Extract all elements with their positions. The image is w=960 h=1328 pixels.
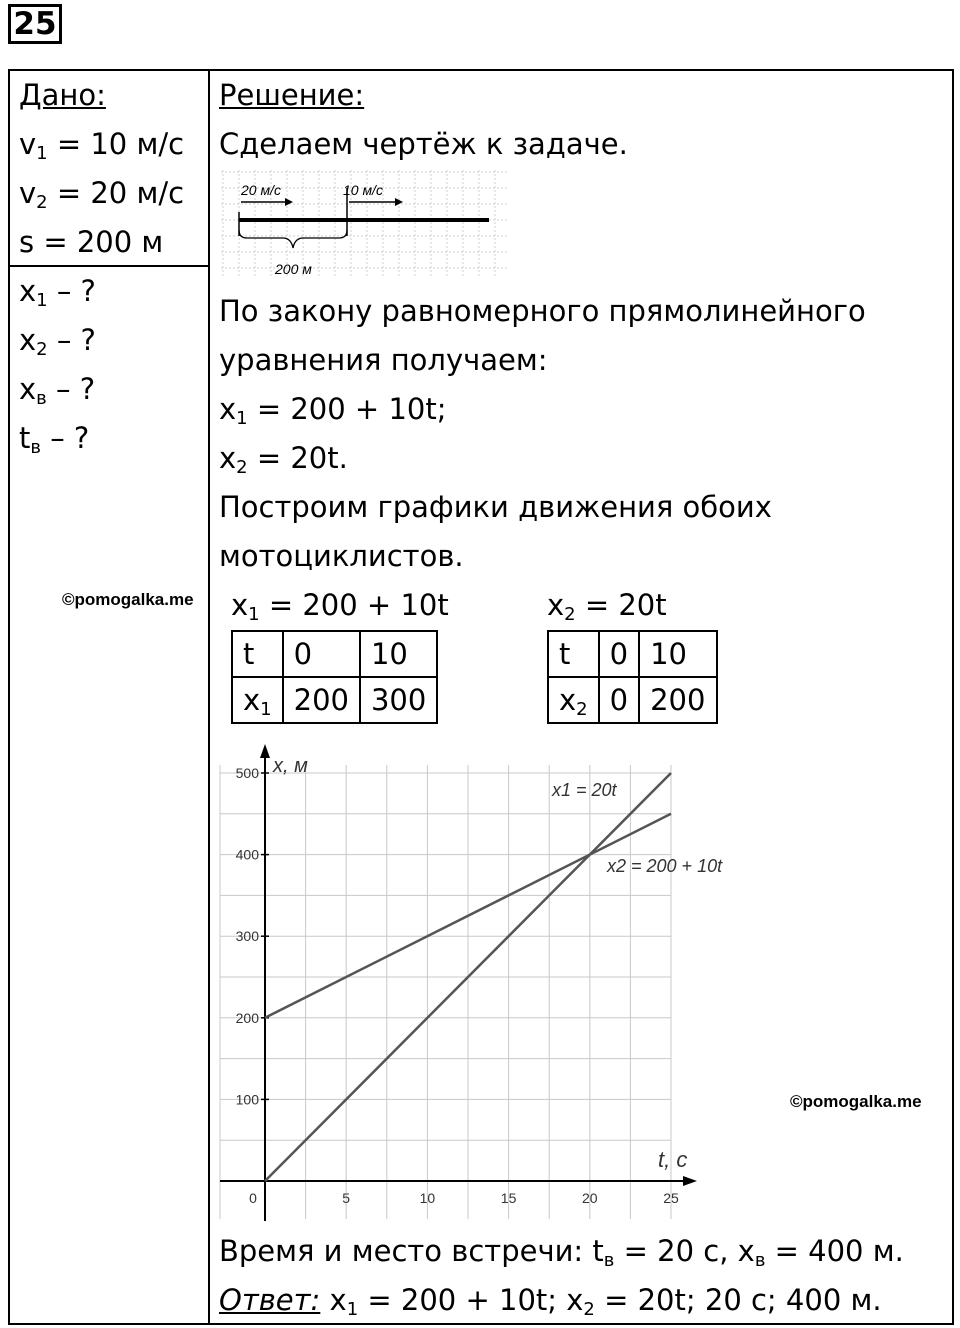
y-tick-label: 400 [235, 846, 259, 863]
watermark-left: ©pomogalka.me [62, 590, 194, 609]
table-cell: 10 [639, 631, 717, 677]
table-cell: 10 [360, 631, 437, 677]
solution-line-2: По закону равномерного прямолинейного [219, 294, 866, 328]
sketch-distance: 200 м [275, 261, 312, 277]
given-divider [8, 265, 210, 267]
table-row [548, 677, 717, 723]
y-axis-label: x, м [273, 755, 308, 777]
motion-sketch [219, 166, 511, 278]
table-cell: 0 [283, 631, 360, 677]
table-row [548, 631, 717, 677]
answer-label: Ответ: [219, 1283, 321, 1317]
table-cell: 0 [599, 677, 639, 723]
given-title: Дано: [19, 78, 106, 112]
find-x1: $x_1$ – ? [19, 274, 96, 311]
given-s: s = 200 м [19, 225, 164, 259]
table-cell: t [548, 631, 599, 677]
problem-number: 25 [8, 4, 62, 44]
y-tick-label: 500 [235, 765, 259, 781]
solution-title: Решение: [219, 78, 365, 112]
find-xv: $x_в$ – ? [19, 372, 96, 409]
x-tick-label: 0 [249, 1190, 257, 1206]
table-cell: $x_2$ [548, 677, 599, 723]
table-row [232, 631, 437, 677]
y-axis-arrow [260, 744, 270, 758]
solution-line-5: мотоциклистов. [219, 539, 464, 573]
table-cell: t [232, 631, 283, 677]
x-axis-arrow [683, 1176, 697, 1186]
table-cell: $x_1$ [232, 677, 283, 723]
x-tick-label: 20 [582, 1190, 598, 1206]
y-tick-label: 100 [235, 1091, 259, 1108]
series-label-1: x1 = 20t [552, 780, 617, 800]
table-row [232, 677, 437, 723]
find-tv: $t_в$ – ? [19, 421, 90, 458]
equation-1: $x_1 = 200 + 10t$; [219, 392, 447, 429]
series-label-2: x2 = 200 + 10t [607, 856, 723, 876]
x-tick-label: 15 [500, 1190, 517, 1206]
y-tick-label: 200 [235, 1009, 259, 1026]
given-v2: $v_2 = 20$ м/с [19, 176, 185, 213]
table-cell: 300 [360, 677, 437, 723]
solution-line-4: Построим графики движения обоих [219, 490, 772, 524]
table1-caption: $x_1 = 200 + 10t$ [231, 588, 449, 625]
equation-2: $x_2 = 20t$. [219, 441, 348, 478]
value-table-1 [231, 630, 438, 724]
result-line: Время и место встречи: $t_в = 20$ с, $x_в = 400$ м. [219, 1234, 904, 1271]
table-cell: 0 [599, 631, 639, 677]
motion-chart [210, 740, 750, 1230]
sketch-v-right: 10 м/с [343, 182, 383, 198]
watermark-right: ©pomogalka.me [790, 1092, 922, 1111]
x-tick-label: 10 [419, 1190, 436, 1206]
table-cell: 200 [639, 677, 717, 723]
x-tick-label: 25 [663, 1190, 679, 1206]
given-v1: $v_1 = 10$ м/с [19, 127, 185, 164]
find-x2: $x_2$ – ? [19, 323, 96, 360]
answer-line: Ответ: $x_1 = 200 + 10t$; $x_2 = 20t$; 20 с; 400 м. [219, 1283, 882, 1320]
y-tick-label: 300 [235, 928, 259, 945]
table-cell: 200 [283, 677, 360, 723]
sketch-v-left: 20 м/с [241, 182, 281, 198]
x-tick-label: 5 [342, 1190, 351, 1206]
arrow-left-head [285, 198, 293, 206]
value-table-2 [547, 630, 718, 724]
solution-line-1: Сделаем чертёж к задаче. [219, 127, 628, 161]
x-axis-label: t, с [658, 1147, 688, 1172]
solution-line-3: уравнения получаем: [219, 343, 548, 377]
table2-caption: $x_2 = 20t$ [547, 588, 667, 625]
